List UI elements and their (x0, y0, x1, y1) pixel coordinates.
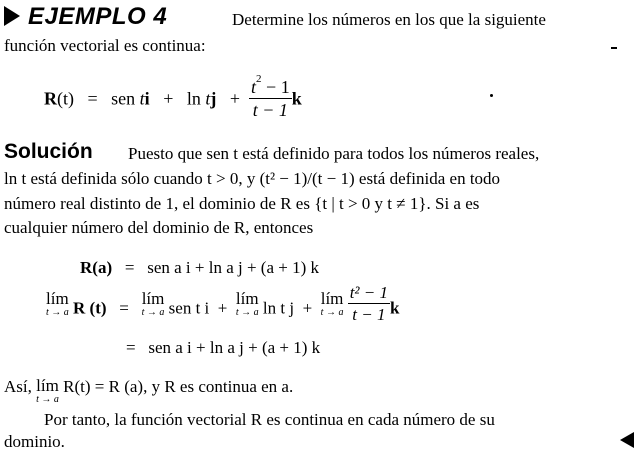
unit-i: i (144, 88, 150, 109)
equals-sign: = (87, 88, 98, 109)
eq1-lhs: R(a) (80, 258, 113, 277)
scan-speck (490, 94, 493, 97)
function-definition (44, 73, 302, 121)
conclusion-line1 (4, 377, 293, 405)
equation-2 (46, 283, 400, 329)
ln-operator: ln (186, 88, 201, 109)
example-prompt-line2: función vectorial es continua: (4, 36, 206, 55)
solution-line3: número real distinto de 1, el dominio de R es {t | t > 0 y t ≠ 1}. Si a es (4, 194, 480, 213)
solution-line2: ln t está definida sólo cuando t > 0, y (t² − 1)/(t − 1) está definida en todo (4, 169, 501, 188)
eq2-lhs: R (t) (73, 298, 107, 318)
unit-k: k (291, 88, 302, 109)
limit-operator: lím t → a (141, 289, 165, 318)
eq2-term2: ln t j (262, 298, 295, 318)
conclusion-asi: Así, (4, 377, 32, 396)
limit-operator: lím t → a (320, 289, 344, 318)
solution-label: Solución (4, 140, 93, 163)
t-var: t (205, 88, 211, 109)
scan-speck (611, 47, 617, 49)
limit-operator: lím t → a (36, 376, 59, 405)
equals-sign: = (126, 338, 136, 357)
solution-line4: cualquier número del dominio de R, entonces (4, 218, 314, 237)
equation-3 (126, 338, 320, 358)
example-prompt-line1: Determine los números en los que la siguiente (232, 10, 546, 29)
conclusion-line2: Por tanto, la función vectorial R es continua en cada número de su (44, 410, 495, 429)
unit-j: j (210, 88, 217, 109)
unit-k: k (390, 298, 400, 318)
example-marker-icon (4, 6, 20, 26)
sen-operator: sen (111, 88, 136, 109)
eq3-rhs: sen a i + ln a j + (a + 1) k (148, 338, 321, 357)
equation-1 (80, 258, 319, 278)
limit-operator: lím t → a (46, 289, 69, 318)
equals-sign: = (119, 298, 129, 318)
function-arg: (t) (57, 88, 74, 109)
t-var: t (139, 88, 145, 109)
solution-line1: Puesto que sen t está definido para todos los números reales, (128, 144, 540, 163)
end-marker-icon (620, 432, 634, 448)
vector-R: R (44, 88, 57, 109)
eq1-rhs: sen a i + ln a j + (a + 1) k (147, 258, 320, 277)
limit-operator: lím t → a (235, 289, 259, 318)
conclusion-line3: dominio. (4, 432, 65, 451)
plus-sign: + (302, 298, 313, 318)
conclusion-expr: R(t) = R (a), y R es continua en a. (63, 377, 294, 396)
plus-sign: + (217, 298, 228, 318)
eq2-term1: sen t i (168, 298, 210, 318)
example-label: EJEMPLO 4 (28, 3, 168, 30)
plus-sign: + (229, 88, 241, 109)
fraction: $\frac{\text{t² − 1}}{t - 1}$ (349, 283, 388, 324)
fraction: $\frac{t^2 - 1}{t - 1}$ (251, 73, 290, 120)
plus-sign: + (163, 88, 174, 109)
equals-sign: = (124, 258, 135, 277)
